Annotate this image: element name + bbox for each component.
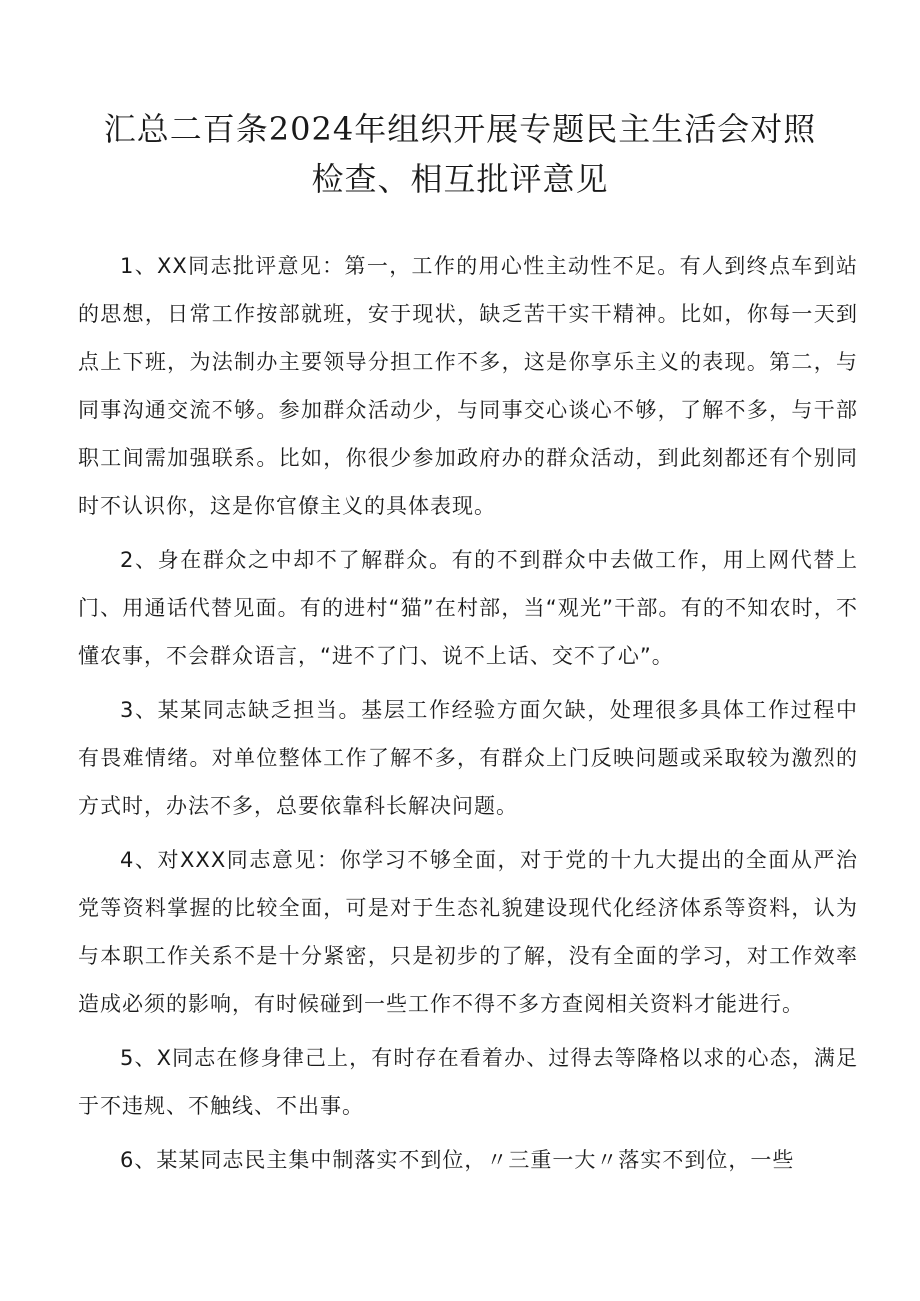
paragraph-2: 2、身在群众之中却不了解群众。有的不到群众中去做工作，用上网代替上门、用通话代替见面。有的进村“猫”在村部，当“观光”干部。有的不知农时，不懂农事，不会群众语言，“进不了门、说不上话、交不了心”。: [78, 548, 858, 668]
paragraph-3: 3、某某同志缺乏担当。基层工作经验方面欠缺，处理很多具体工作过程中有畏难情绪。对单位整体工作了解不多，有群众上门反映问题或采取较为激烈的方式时，办法不多，总要依靠科长解决问题。: [78, 698, 858, 818]
paragraph-1: 1、XX同志批评意见：第一，工作的用心性主动性不足。有人到终点车到站的思想，日常工作按部就班，安于现状，缺乏苦干实干精神。比如，你每一天到点上下班，为法制办主要领导分担工作不多，这是你享乐主义的表现。第二，与同事沟通交流不够。参加群众活动少，与同事交心谈心不够，了解不多，与干部职工间需加强联系。比如，你很少参加政府办的群众活动，到此刻都还有个别同时不认识你，这是你官僚主义的具体表现。: [78, 254, 858, 518]
document-body: [78, 242, 858, 1184]
title-line-1: 汇总二百条2024年组织开展专题民主生活会对照: [103, 110, 817, 148]
paragraph-5: 5、X同志在修身律己上，有时存在看着办、过得去等降格以求的心态，满足于不违规、不触线、不出事。: [78, 1046, 858, 1118]
paragraph-6: 6、某某同志民主集中制落实不到位，〃三重一大〃落实不到位，一些: [120, 1148, 795, 1172]
paragraph-4: 4、对XXX同志意见：你学习不够全面，对于党的十九大提出的全面从严治党等资料掌握的比较全面，可是对于生态礼貌建设现代化经济体系等资料，认为与本职工作关系不是十分紧密，只是初步的了解，没有全面的学习，对工作效率造成必须的影响，有时候碰到一些工作不得不多方查阅相关资料才能进行。: [78, 848, 858, 1016]
document-title: [60, 104, 860, 204]
title-line-2: 检查、相互批评意见: [311, 160, 609, 198]
